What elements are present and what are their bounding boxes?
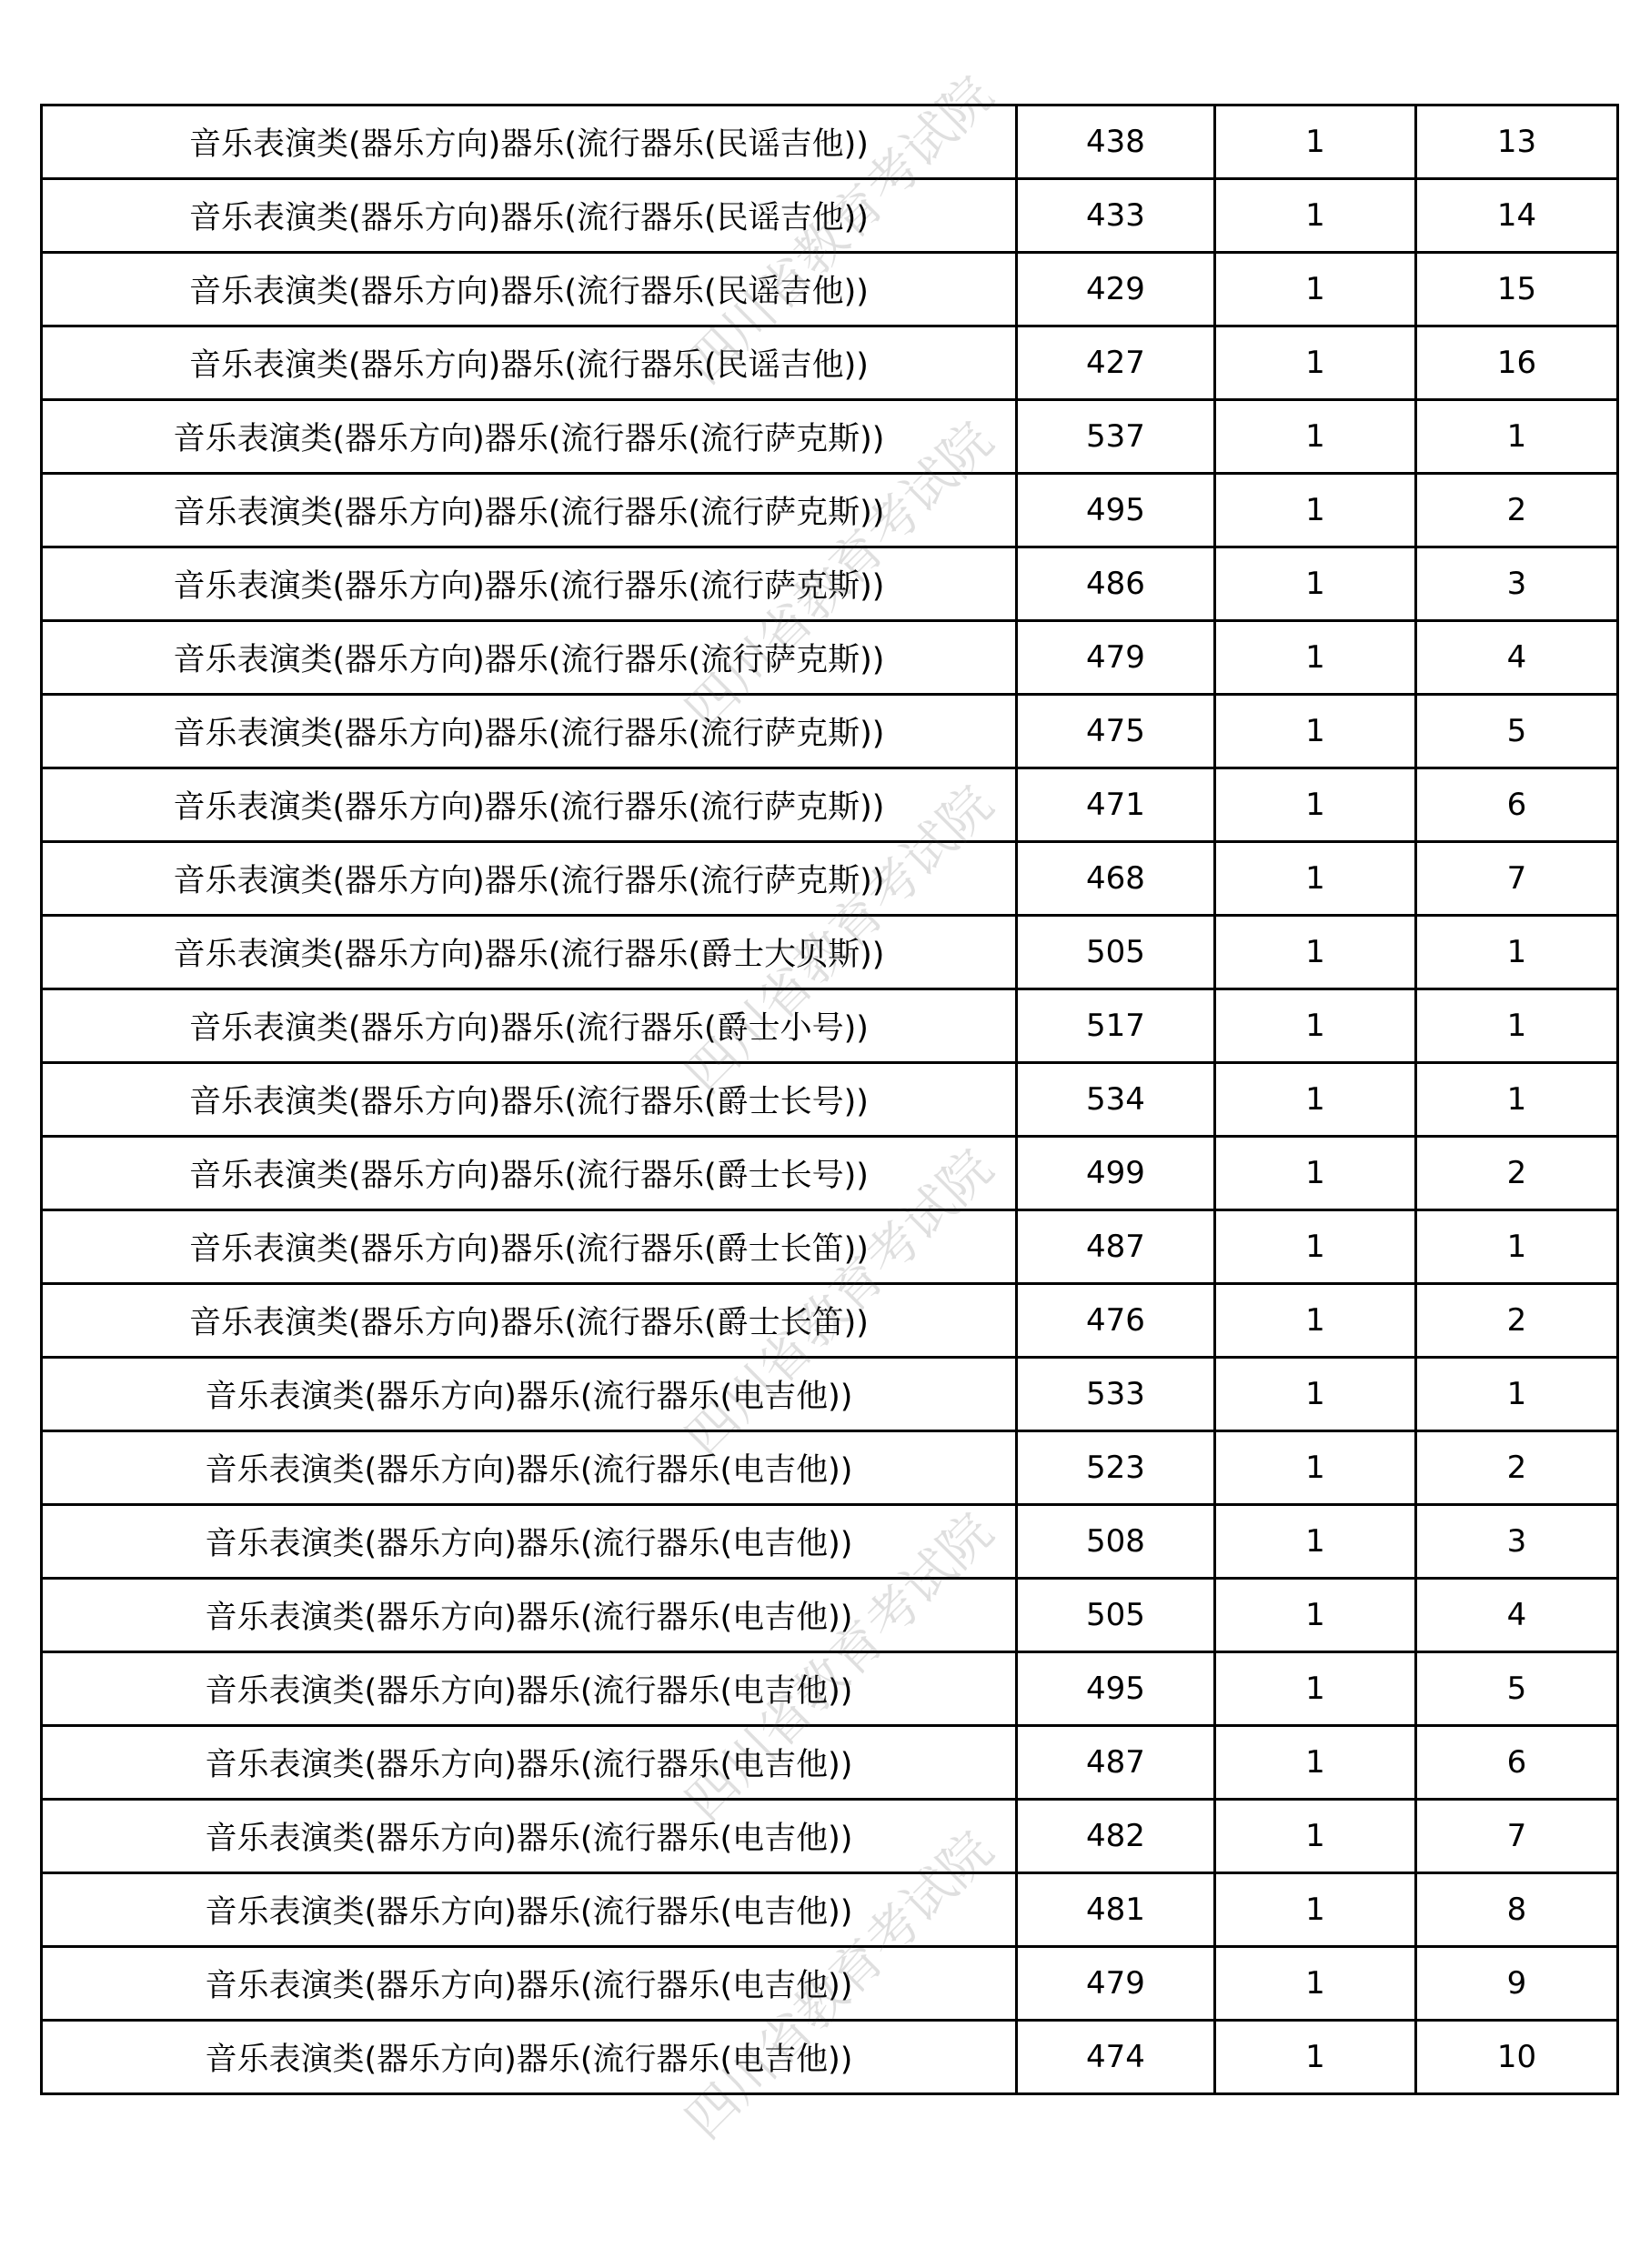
- count-cell: 1: [1215, 916, 1416, 989]
- major-cell: 音乐表演类(器乐方向)器乐(流行器乐(民谣吉他)): [42, 105, 1017, 179]
- table-row: [42, 768, 1618, 842]
- score-cell: 475: [1017, 695, 1215, 768]
- count-cell: 1: [1215, 1137, 1416, 1210]
- major-cell: 音乐表演类(器乐方向)器乐(流行器乐(电吉他)): [42, 1431, 1017, 1505]
- score-cell: 427: [1017, 326, 1215, 400]
- score-cell: 482: [1017, 1800, 1215, 1873]
- watermark-text: 四川省教育考试院: [674, 1138, 1005, 1469]
- score-cell: 517: [1017, 989, 1215, 1063]
- table-row: [42, 1210, 1618, 1284]
- major-cell: 音乐表演类(器乐方向)器乐(流行器乐(电吉他)): [42, 1947, 1017, 2021]
- count-cell: 1: [1215, 695, 1416, 768]
- major-cell: 音乐表演类(器乐方向)器乐(流行器乐(电吉他)): [42, 1800, 1017, 1873]
- table-row: [42, 474, 1618, 547]
- score-cell: 495: [1017, 1652, 1215, 1726]
- score-cell: 533: [1017, 1358, 1215, 1431]
- score-cell: 505: [1017, 1579, 1215, 1652]
- rank-cell: 9: [1416, 1947, 1618, 2021]
- count-cell: 1: [1215, 1358, 1416, 1431]
- table-row: [42, 326, 1618, 400]
- major-cell: 音乐表演类(器乐方向)器乐(流行器乐(流行萨克斯)): [42, 400, 1017, 474]
- table-row: [42, 989, 1618, 1063]
- count-cell: 1: [1215, 1505, 1416, 1579]
- count-cell: 1: [1215, 621, 1416, 695]
- table-row: [42, 1137, 1618, 1210]
- major-cell: 音乐表演类(器乐方向)器乐(流行器乐(流行萨克斯)): [42, 547, 1017, 621]
- major-cell: 音乐表演类(器乐方向)器乐(流行器乐(电吉他)): [42, 1358, 1017, 1431]
- table-row: [42, 1947, 1618, 2021]
- rank-cell: 4: [1416, 1579, 1618, 1652]
- score-cell: 433: [1017, 179, 1215, 253]
- major-cell: 音乐表演类(器乐方向)器乐(流行器乐(电吉他)): [42, 1505, 1017, 1579]
- score-cell: 537: [1017, 400, 1215, 474]
- score-cell: 523: [1017, 1431, 1215, 1505]
- score-cell: 479: [1017, 621, 1215, 695]
- table-row: [42, 1579, 1618, 1652]
- rank-cell: 5: [1416, 695, 1618, 768]
- major-cell: 音乐表演类(器乐方向)器乐(流行器乐(民谣吉他)): [42, 326, 1017, 400]
- rank-cell: 6: [1416, 768, 1618, 842]
- rank-cell: 14: [1416, 179, 1618, 253]
- major-cell: 音乐表演类(器乐方向)器乐(流行器乐(流行萨克斯)): [42, 842, 1017, 916]
- score-cell: 508: [1017, 1505, 1215, 1579]
- rank-cell: 7: [1416, 842, 1618, 916]
- count-cell: 1: [1215, 1210, 1416, 1284]
- score-cell: 474: [1017, 2021, 1215, 2094]
- major-cell: 音乐表演类(器乐方向)器乐(流行器乐(爵士长号)): [42, 1137, 1017, 1210]
- major-cell: 音乐表演类(器乐方向)器乐(流行器乐(爵士长笛)): [42, 1284, 1017, 1358]
- rank-cell: 1: [1416, 1358, 1618, 1431]
- count-cell: 1: [1215, 1726, 1416, 1800]
- score-cell: 468: [1017, 842, 1215, 916]
- rank-cell: 2: [1416, 1137, 1618, 1210]
- score-cell: 486: [1017, 547, 1215, 621]
- table-row: [42, 1358, 1618, 1431]
- rank-cell: 7: [1416, 1800, 1618, 1873]
- major-cell: 音乐表演类(器乐方向)器乐(流行器乐(爵士长笛)): [42, 1210, 1017, 1284]
- watermark-text: 四川省教育考试院: [674, 1820, 1005, 2151]
- table-row: [42, 916, 1618, 989]
- table-row: [42, 1800, 1618, 1873]
- score-cell: 487: [1017, 1726, 1215, 1800]
- rank-cell: 1: [1416, 1063, 1618, 1137]
- watermark-text: 四川省教育考试院: [674, 65, 1005, 396]
- count-cell: 1: [1215, 400, 1416, 474]
- rank-cell: 3: [1416, 1505, 1618, 1579]
- major-cell: 音乐表演类(器乐方向)器乐(流行器乐(电吉他)): [42, 2021, 1017, 2094]
- major-cell: 音乐表演类(器乐方向)器乐(流行器乐(民谣吉他)): [42, 179, 1017, 253]
- rank-cell: 3: [1416, 547, 1618, 621]
- major-cell: 音乐表演类(器乐方向)器乐(流行器乐(爵士长号)): [42, 1063, 1017, 1137]
- rank-cell: 2: [1416, 1431, 1618, 1505]
- table-row: [42, 2021, 1618, 2094]
- major-cell: 音乐表演类(器乐方向)器乐(流行器乐(流行萨克斯)): [42, 695, 1017, 768]
- table-row: [42, 1284, 1618, 1358]
- major-cell: 音乐表演类(器乐方向)器乐(流行器乐(流行萨克斯)): [42, 474, 1017, 547]
- count-cell: 1: [1215, 1431, 1416, 1505]
- table-row: [42, 695, 1618, 768]
- major-cell: 音乐表演类(器乐方向)器乐(流行器乐(电吉他)): [42, 1873, 1017, 1947]
- score-cell: 495: [1017, 474, 1215, 547]
- rank-cell: 8: [1416, 1873, 1618, 1947]
- count-cell: 1: [1215, 2021, 1416, 2094]
- count-cell: 1: [1215, 1579, 1416, 1652]
- table-row: [42, 1505, 1618, 1579]
- rank-cell: 1: [1416, 989, 1618, 1063]
- count-cell: 1: [1215, 1800, 1416, 1873]
- count-cell: 1: [1215, 326, 1416, 400]
- score-cell: 429: [1017, 253, 1215, 326]
- major-cell: 音乐表演类(器乐方向)器乐(流行器乐(民谣吉他)): [42, 253, 1017, 326]
- score-cell: 487: [1017, 1210, 1215, 1284]
- table-row: [42, 1726, 1618, 1800]
- score-cell: 534: [1017, 1063, 1215, 1137]
- table-row: [42, 400, 1618, 474]
- count-cell: 1: [1215, 989, 1416, 1063]
- rank-cell: 1: [1416, 916, 1618, 989]
- table-row: [42, 1652, 1618, 1726]
- rank-cell: 13: [1416, 105, 1618, 179]
- count-cell: 1: [1215, 842, 1416, 916]
- rank-cell: 6: [1416, 1726, 1618, 1800]
- major-cell: 音乐表演类(器乐方向)器乐(流行器乐(流行萨克斯)): [42, 768, 1017, 842]
- count-cell: 1: [1215, 547, 1416, 621]
- count-cell: 1: [1215, 1652, 1416, 1726]
- score-cell: 471: [1017, 768, 1215, 842]
- score-cell: 479: [1017, 1947, 1215, 2021]
- count-cell: 1: [1215, 1947, 1416, 2021]
- score-cell: 505: [1017, 916, 1215, 989]
- count-cell: 1: [1215, 474, 1416, 547]
- table-row: [42, 253, 1618, 326]
- table-row: [42, 547, 1618, 621]
- rank-cell: 15: [1416, 253, 1618, 326]
- table-body: [42, 105, 1618, 2094]
- score-cell: 481: [1017, 1873, 1215, 1947]
- major-cell: 音乐表演类(器乐方向)器乐(流行器乐(流行萨克斯)): [42, 621, 1017, 695]
- count-cell: 1: [1215, 1873, 1416, 1947]
- rank-cell: 10: [1416, 2021, 1618, 2094]
- score-cell: 499: [1017, 1137, 1215, 1210]
- table-row: [42, 842, 1618, 916]
- score-table: [40, 104, 1619, 2095]
- table-row: [42, 105, 1618, 179]
- score-cell: 438: [1017, 105, 1215, 179]
- count-cell: 1: [1215, 179, 1416, 253]
- rank-cell: 2: [1416, 1284, 1618, 1358]
- watermark-text: 四川省教育考试院: [674, 1501, 1005, 1832]
- count-cell: 1: [1215, 768, 1416, 842]
- count-cell: 1: [1215, 1063, 1416, 1137]
- watermark-text: 四川省教育考试院: [674, 774, 1005, 1105]
- rank-cell: 1: [1416, 400, 1618, 474]
- table-row: [42, 621, 1618, 695]
- major-cell: 音乐表演类(器乐方向)器乐(流行器乐(电吉他)): [42, 1579, 1017, 1652]
- count-cell: 1: [1215, 105, 1416, 179]
- major-cell: 音乐表演类(器乐方向)器乐(流行器乐(电吉他)): [42, 1652, 1017, 1726]
- table-row: [42, 1431, 1618, 1505]
- rank-cell: 1: [1416, 1210, 1618, 1284]
- rank-cell: 4: [1416, 621, 1618, 695]
- major-cell: 音乐表演类(器乐方向)器乐(流行器乐(电吉他)): [42, 1726, 1017, 1800]
- score-cell: 476: [1017, 1284, 1215, 1358]
- table-row: [42, 179, 1618, 253]
- rank-cell: 2: [1416, 474, 1618, 547]
- rank-cell: 16: [1416, 326, 1618, 400]
- count-cell: 1: [1215, 1284, 1416, 1358]
- major-cell: 音乐表演类(器乐方向)器乐(流行器乐(爵士小号)): [42, 989, 1017, 1063]
- major-cell: 音乐表演类(器乐方向)器乐(流行器乐(爵士大贝斯)): [42, 916, 1017, 989]
- table-row: [42, 1873, 1618, 1947]
- watermark-text: 四川省教育考试院: [674, 410, 1005, 741]
- table-row: [42, 1063, 1618, 1137]
- count-cell: 1: [1215, 253, 1416, 326]
- rank-cell: 5: [1416, 1652, 1618, 1726]
